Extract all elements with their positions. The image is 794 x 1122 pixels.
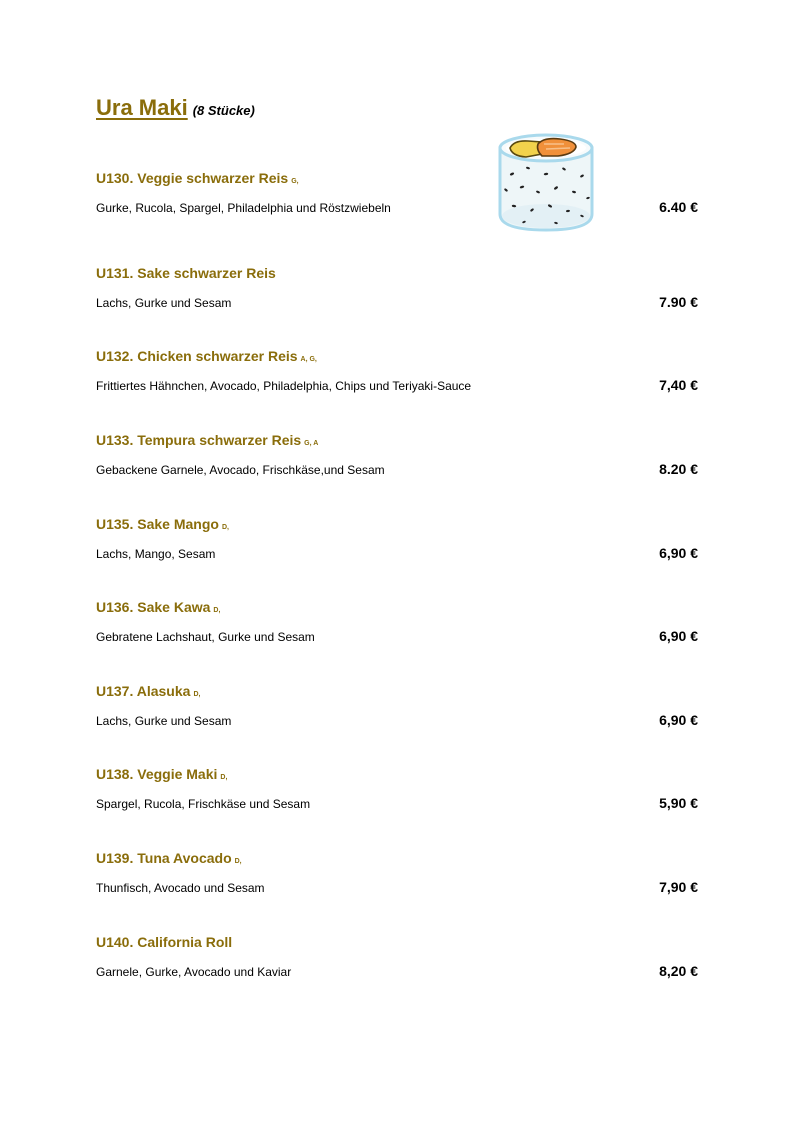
item-allergens: D, [220,774,228,781]
item-name [96,432,318,448]
item-title: U131. Sake schwarzer Reis [96,265,276,281]
item-title: U138. Veggie Maki [96,766,218,782]
item-allergens: D, [234,858,242,865]
item-description: Garnele, Gurke, Avocado und Kaviar [96,965,292,979]
item-price: 7.90 € [659,294,698,310]
item-description: Frittiertes Hähnchen, Avocado, Philadelphia, Chips und Teriyaki-Sauce [96,379,472,393]
item-price: 6.40 € [659,199,698,215]
item-title: U136. Sake Kawa [96,599,211,615]
item-name [96,683,200,699]
menu-item [96,348,698,408]
item-allergens: G, A [304,440,319,447]
item-description: Lachs, Gurke und Sesam [96,296,232,310]
menu-item [96,683,698,743]
menu-item [96,766,698,826]
item-name [96,170,299,186]
item-price: 6,90 € [659,545,698,561]
item-allergens: G, [291,178,299,185]
menu-item [96,599,698,659]
item-price: 6,90 € [659,628,698,644]
section-subtitle: (8 Stücke) [192,103,255,118]
menu-item [96,516,698,576]
menu-item [96,432,698,492]
item-description: Gurke, Rucola, Spargel, Philadelphia und Röstzwiebeln [96,201,391,215]
section-title: Ura Maki [96,95,188,120]
menu-item [96,170,698,230]
item-allergens: A, G, [300,356,317,363]
item-price: 7,40 € [659,377,698,393]
item-name [96,599,220,615]
item-price: 6,90 € [659,712,698,728]
item-title: U140. California Roll [96,934,233,950]
item-description: Gebratene Lachshaut, Gurke und Sesam [96,630,315,644]
menu-item [96,265,698,325]
item-price: 7,90 € [659,879,698,895]
page-header [96,95,255,121]
item-name [96,348,317,364]
item-price: 8,20 € [659,963,698,979]
item-title: U133. Tempura schwarzer Reis [96,432,302,448]
item-description: Lachs, Mango, Sesam [96,547,216,561]
item-title: U139. Tuna Avocado [96,850,232,866]
item-name [96,516,229,532]
item-description: Lachs, Gurke und Sesam [96,714,232,728]
item-description: Spargel, Rucola, Frischkäse und Sesam [96,797,311,811]
item-allergens: D, [221,524,229,531]
item-name [96,265,279,281]
item-allergens: D, [193,691,201,698]
item-title: U137. Alasuka [96,683,191,699]
item-description: Gebackene Garnele, Avocado, Frischkäse,und Sesam [96,463,385,477]
item-title: U130. Veggie schwarzer Reis [96,170,289,186]
item-name [96,766,227,782]
item-name [96,934,235,950]
item-allergens: D, [213,607,221,614]
menu-item [96,850,698,910]
item-title: U135. Sake Mango [96,516,219,532]
item-title: U132. Chicken schwarzer Reis [96,348,298,364]
item-price: 8.20 € [659,461,698,477]
menu-item [96,934,698,994]
item-description: Thunfisch, Avocado und Sesam [96,881,265,895]
item-price: 5,90 € [659,795,698,811]
roll-filling [510,139,576,157]
item-name [96,850,242,866]
